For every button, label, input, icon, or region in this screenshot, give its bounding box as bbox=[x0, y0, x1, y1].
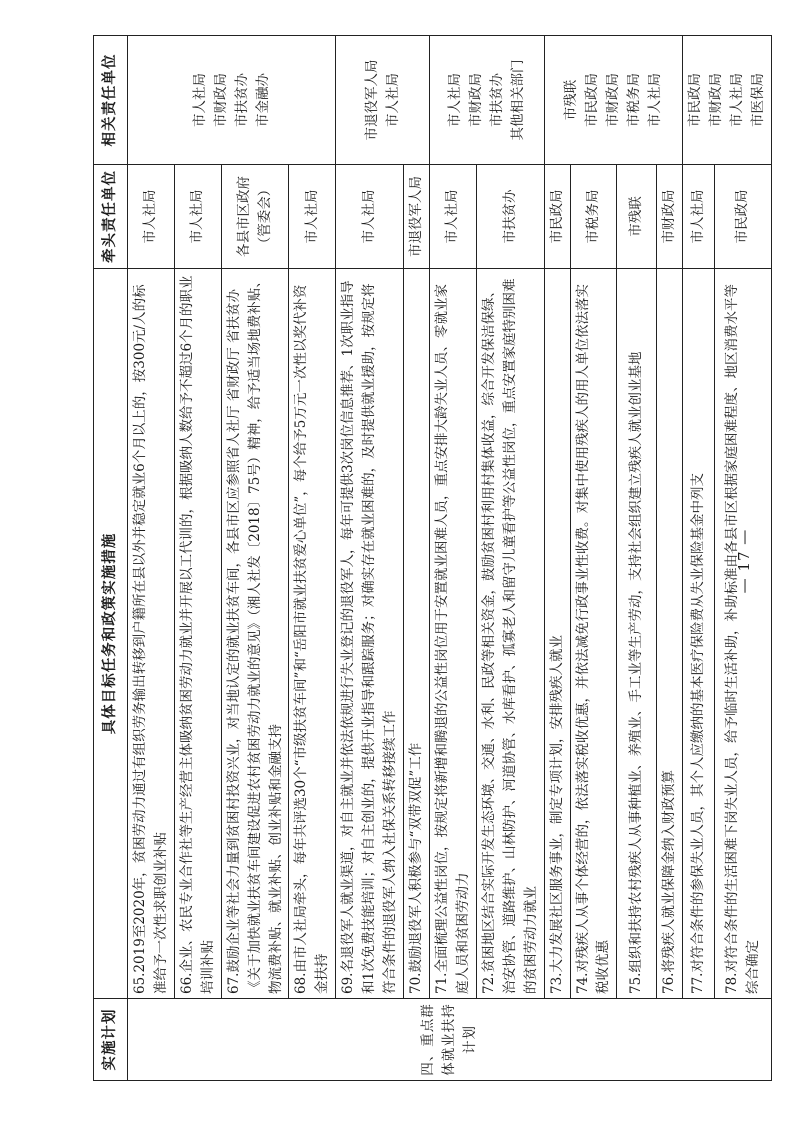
header-lead-unit: 牵头责任单位 bbox=[94, 165, 128, 269]
table-row bbox=[128, 36, 175, 1081]
measure-text: 70.鼓励退役军人积极参与“双带双促”工作 bbox=[404, 269, 430, 999]
table-row bbox=[336, 36, 404, 1081]
lead-unit: 市扶贫办 bbox=[476, 165, 544, 269]
related-unit: 市人社局 bbox=[646, 73, 663, 127]
measure-text: 74.对残疾人从事个体经营的，依法落实税收优惠，并依法减免行政事业性收费。对集中使用残疾人的用人单位依法落实税收优惠 bbox=[570, 269, 617, 999]
lead-unit: 市人社局 bbox=[683, 165, 715, 269]
related-units-group-5 bbox=[683, 36, 772, 165]
measure-text: 68.由市人社局牵头，每年共评选30个“市级扶贫车间”和“岳阳市就业扶贫爱心单位”，每个给予5万元一次性以奖代补资金扶持 bbox=[289, 269, 336, 999]
related-unit: 市财政局 bbox=[708, 73, 725, 127]
measure-text: 75.组织和扶持农村残疾人从事种植业、养殖业、手工业等生产劳动，支持社会组织建立残疾人就业创业基地 bbox=[617, 269, 657, 999]
related-units-group-1 bbox=[128, 36, 336, 165]
measure-text: 65.2019至2020年，贫困劳动力通过有组织劳务输出转移到户籍所在县以外并稳定就业6个月以上的，按300元/人的标准给予一次性求职创业补贴 bbox=[128, 269, 175, 999]
table-row bbox=[404, 36, 430, 1081]
lead-unit: 市人社局 bbox=[174, 165, 221, 269]
measure-text: 69.名退役军人就业渠道，对自主就业并依法依规进行失业登记的退役军人，每年可提供3次岗位信息推荐、1次职业指导和1次免费技能培训；对自主创业的，提供开业指导和跟踪服务；对确实存在就业困难的，及时提供就业援助，按规定将符合条件的退役军人纳入社保关系转移接续工作 bbox=[336, 269, 404, 999]
related-unit: 市民政局 bbox=[584, 73, 601, 127]
measure-text: 73.大力发展社区服务事业，制定专项计划，安排残疾人就业 bbox=[544, 269, 570, 999]
related-unit: 其他相关部门 bbox=[509, 59, 526, 141]
table-row bbox=[617, 36, 657, 1081]
lead-unit: 市人社局 bbox=[429, 165, 476, 269]
table-row bbox=[476, 36, 544, 1081]
related-unit: 市退役军人局 bbox=[363, 59, 380, 141]
related-unit: 市人社局 bbox=[191, 73, 208, 127]
related-unit: 市财政局 bbox=[212, 73, 229, 127]
lead-unit: 市人社局 bbox=[336, 165, 404, 269]
related-units-group-4 bbox=[544, 36, 683, 165]
measure-text: 77.对符合条件的参保失业人员，其个人应缴纳的基本医疗保险费从失业保险基金中列支 bbox=[683, 269, 715, 999]
related-unit: 市医保局 bbox=[750, 73, 767, 127]
policy-table bbox=[93, 35, 772, 1081]
lead-unit: 市民政局 bbox=[714, 165, 771, 269]
measure-text: 76.将残疾人就业保障金纳入财政预算 bbox=[657, 269, 683, 999]
related-unit: 市税务局 bbox=[625, 73, 642, 127]
table-row bbox=[657, 36, 683, 1081]
page-number: — 17 — bbox=[735, 528, 753, 594]
lead-unit: 市退役军人局 bbox=[404, 165, 430, 269]
lead-unit: 市残联 bbox=[617, 165, 657, 269]
related-unit: 市金融办 bbox=[254, 73, 271, 127]
measure-text: 66.企业、农民专业合作社等生产经营主体吸纳贫困劳动力就业并开展以工代训的，根据吸纳人数给予不超过6个月的职业培训补贴 bbox=[174, 269, 221, 999]
measure-text: 67.鼓励企业等社会力量到贫困村投资兴业，对当地认定的就业扶贫车间，各县市区应参照省人社厅 省财政厅 省扶贫办《关于加快就业扶贫车间建设促进农村贫困劳动力就业的意见》（湘人社发〔2018〕75号）精神，给予适当场地费补贴、物流费补贴、就业补贴、创业补贴和金融支持 bbox=[221, 269, 289, 999]
lead-unit: 市人社局 bbox=[289, 165, 336, 269]
header-measures: 具体目标任务和政策实施措施 bbox=[94, 269, 128, 999]
table-row bbox=[221, 36, 289, 1081]
table-row bbox=[289, 36, 336, 1081]
lead-unit: 市民政局 bbox=[544, 165, 570, 269]
table-row bbox=[570, 36, 617, 1081]
table-row bbox=[544, 36, 570, 1081]
lead-unit: 各县市区政府（管委会） bbox=[221, 165, 289, 269]
related-unit: 市人社局 bbox=[729, 73, 746, 127]
lead-unit: 市财政局 bbox=[657, 165, 683, 269]
measure-text: 71.全面梳理公益性岗位，按规定将新增和腾退的公益性岗位用于安置就业困难人员，重点安排大龄失业人员、零就业家庭人员和贫困劳动力 bbox=[429, 269, 476, 999]
related-unit: 市扶贫办 bbox=[488, 73, 505, 127]
measure-text: 72.贫困地区结合实际开发生态环境、交通、水利、民政等相关资金，鼓励贫困村利用村集体收益，综合开发保洁保绿、治安协管、道路维护、山林防护、河道协管、水库看护、孤寡老人和留守儿童看护等公益性岗位，重点安置家庭特别困难的贫困劳动力就业 bbox=[476, 269, 544, 999]
related-unit: 市残联 bbox=[563, 79, 580, 121]
table-header-row bbox=[94, 36, 128, 1081]
related-unit: 市人社局 bbox=[384, 73, 401, 127]
header-related-units: 相关责任单位 bbox=[94, 36, 128, 165]
header-plan: 实施计划 bbox=[94, 999, 128, 1081]
measure-text: 78.对符合条件的生活困难下岗失业人员，给予临时生活补助，补助标准由各县市区根据家庭困难程度、地区消费水平等综合确定 bbox=[714, 269, 771, 999]
related-unit: 市民政局 bbox=[687, 73, 704, 127]
related-unit: 市扶贫办 bbox=[233, 73, 250, 127]
table-row bbox=[683, 36, 715, 1081]
related-unit: 市人社局 bbox=[446, 73, 463, 127]
table-row bbox=[174, 36, 221, 1081]
related-units-group-3 bbox=[429, 36, 544, 165]
lead-unit: 市人社局 bbox=[128, 165, 175, 269]
related-units-group-2 bbox=[336, 36, 430, 165]
related-unit: 市财政局 bbox=[604, 73, 621, 127]
table-row bbox=[429, 36, 476, 1081]
lead-unit: 市税务局 bbox=[570, 165, 617, 269]
category-cell: 四、重点群体就业扶持计划 bbox=[128, 999, 772, 1081]
related-unit: 市财政局 bbox=[467, 73, 484, 127]
